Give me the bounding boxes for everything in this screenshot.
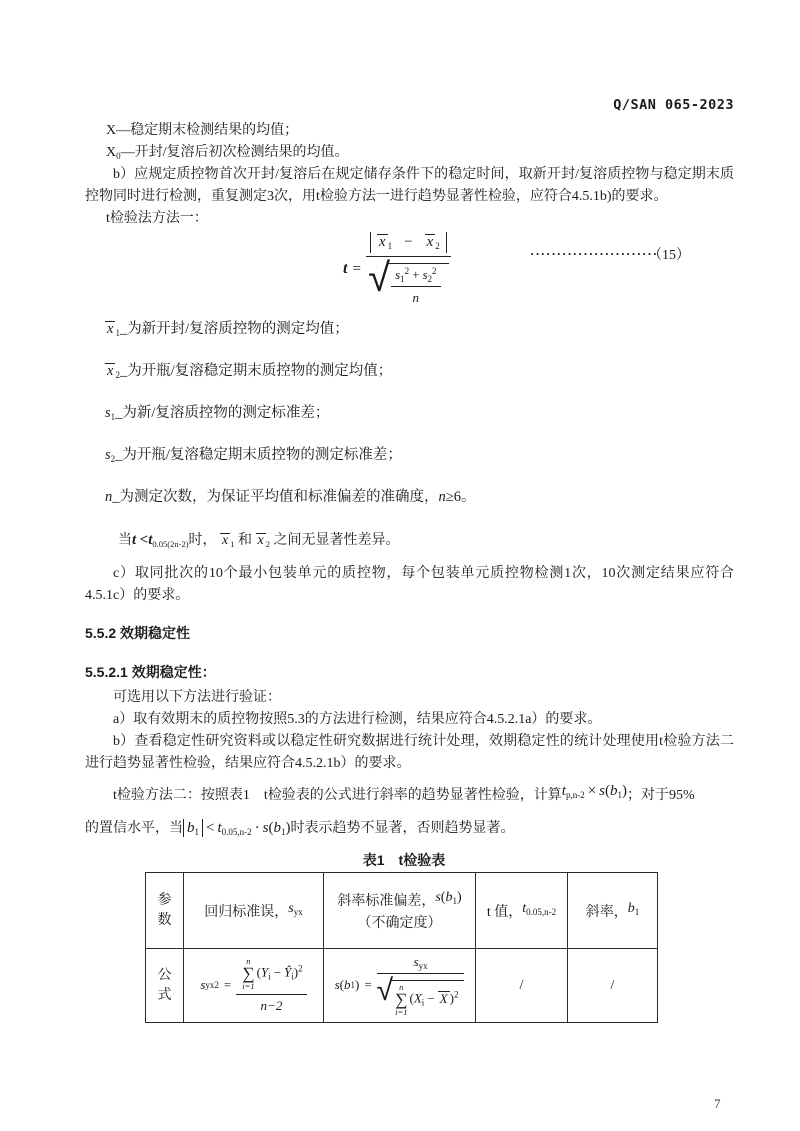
header-slope: 斜率，$b_1$ bbox=[568, 873, 658, 949]
X-bar: X bbox=[439, 990, 448, 1006]
item-b-paragraph: b）应规定质控物首次开封/复溶后在规定储存条件下的稳定时间，取新开封/复溶质控物与稳定期末质控物同时进行检测，重复测定3次，用t检验方法一进行趋势显著性检验，应符合4.5.1b)的要求。 bbox=[85, 167, 734, 204]
definition-x2-mean: x $_2$_为开瓶/复溶稳定期末质控物的测定均值； bbox=[107, 363, 393, 380]
main-fraction bbox=[366, 232, 451, 306]
item-a-paragraph: a）取有效期末的质控物按照5.3的方法进行检测，结果应符合4.5.2.1a）的要求。 bbox=[113, 712, 602, 727]
t-test-table bbox=[145, 872, 658, 1023]
definition-x: X—稳定期末检测结果的均值； bbox=[106, 123, 299, 138]
cell-sb1-formula: s ( b 1 ) = $s_{yx}$ √ n ∑ i=1 ($X_i - X$ )$^2$ bbox=[324, 949, 476, 1023]
x2-bar: x bbox=[107, 363, 114, 379]
verification-intro: 可选用以下方法进行验证： bbox=[113, 690, 281, 705]
definition-s2: $s_2\_$为开瓶/复溶稳定期末质控物的测定标准差； bbox=[105, 447, 402, 464]
header-t-value: t 值，$t_{0.05,n-2}$ bbox=[476, 873, 568, 949]
cell-t-value-slash: / bbox=[476, 949, 568, 1023]
t-test-conclusion: 当$t <t_{0.05(2n-2)}$时， x $_1$ 和 x $_2$ 之间无显著性差异。 bbox=[118, 532, 400, 549]
definition-n: n_为测定次数，为保证平均值和标准偏差的准确度，n≥6。 bbox=[105, 489, 476, 505]
item-c-paragraph: c）取同批次的10个最小包装单元的质控物，每个包装单元质控物检测1次，10次测定结果应符合4.5.1c）的要求。 bbox=[85, 566, 734, 603]
t-method1-label: t检验法方法一： bbox=[106, 211, 208, 226]
uncertainty-note: （不确定度） bbox=[357, 915, 442, 931]
row-label-formula: 公式 bbox=[146, 949, 184, 1023]
section-5-5-2-1: 5.5.2.1 效期稳定性： bbox=[85, 664, 216, 680]
t-method2-line1: t检验方法二：按照表1 t检验表的公式进行斜率的趋势显著性检验，计算$t_{p,n-2} \times s(b_1)$；对于95% bbox=[113, 783, 695, 803]
square-root: √ n ∑ i=1 ($X_i - X$ )$^2$ bbox=[377, 977, 465, 1016]
x1-bar: x bbox=[222, 533, 229, 548]
absolute-value-group: x $_1$ − x $_2$ bbox=[370, 232, 447, 253]
header-parameter: 参数 bbox=[146, 873, 184, 949]
document-code: Q/SAN 065-2023 bbox=[613, 97, 734, 113]
dotted-leader: ························ bbox=[530, 246, 659, 261]
inline-math-b1: $b_1 < t_{0.05,n-2} \cdot s(b_1)$ bbox=[183, 820, 290, 836]
definition-x1-mean: x $_1$_为新开封/复溶质控物的测定均值； bbox=[107, 321, 349, 338]
equation-15-row bbox=[85, 230, 734, 312]
header-slope-std-deviation: 斜率标准偏差，$s(b_1)$ （不确定度） bbox=[324, 873, 476, 949]
cell-slope-slash: / bbox=[568, 949, 658, 1023]
sb1-symbol: $s(b_1)$ bbox=[435, 889, 462, 906]
table-caption: 表1 t检验表 bbox=[362, 852, 446, 868]
definition-s1: $s_1\_$为新/复溶质控物的测定标准差； bbox=[105, 405, 330, 422]
summation: n ∑ i=1 bbox=[395, 982, 408, 1018]
t-crit-symbol: $t_{0.05,n-2}$ bbox=[522, 900, 557, 917]
x2-bar: x bbox=[257, 533, 264, 548]
definition-x0: $X_0—$开封/复溶后初次检测结果的均值。 bbox=[106, 145, 349, 161]
x1-bar: x bbox=[107, 321, 114, 337]
summation: n ∑ i=1 bbox=[242, 956, 255, 992]
table-formula-row bbox=[146, 949, 658, 1023]
page-number: 7 bbox=[714, 1096, 721, 1111]
t-method2-line2: 的置信水平，当 $b_1 < t_{0.05,n-2} \cdot s(b_1)$时表示趋势不显著，否则趋势显著。 bbox=[85, 820, 515, 837]
header-regression-std-error: 回归标准误，$s_{yx}$ bbox=[184, 873, 324, 949]
section-5-5-2: 5.5.2 效期稳定性 bbox=[85, 625, 191, 641]
cell-syx-formula: s yx 2 = n ∑ i=1 ($Y_i$ − $Ŷ_i)^2$ n−2 bbox=[184, 949, 324, 1023]
inline-math-tps: $t_{p,n-2} \times s(b_1)$ bbox=[561, 783, 628, 800]
x2-bar: x bbox=[426, 234, 434, 250]
x1-bar: x bbox=[378, 234, 386, 250]
square-root: √ $\frac{s_1^2 + s_2^2}{n}$ bbox=[368, 260, 448, 306]
t-test-formula-1: t = x $_1$ − x $_2$ √ $\frac{s_1^2 + s_2^2}{n}$ bbox=[343, 232, 451, 306]
item-b2-paragraph: b）查看稳定性研究资料或以稳定性研究数据进行统计处理，效期稳定性的统计处理使用t检验方法二进行趋势显著性检验，结果应符合4.5.2.1b）的要求。 bbox=[85, 734, 734, 771]
table-header-row bbox=[146, 873, 658, 949]
syx-symbol: $s_{yx}$ bbox=[288, 900, 303, 917]
b1-symbol: $b_1$ bbox=[627, 900, 640, 917]
equation-number: （15） bbox=[648, 248, 690, 263]
